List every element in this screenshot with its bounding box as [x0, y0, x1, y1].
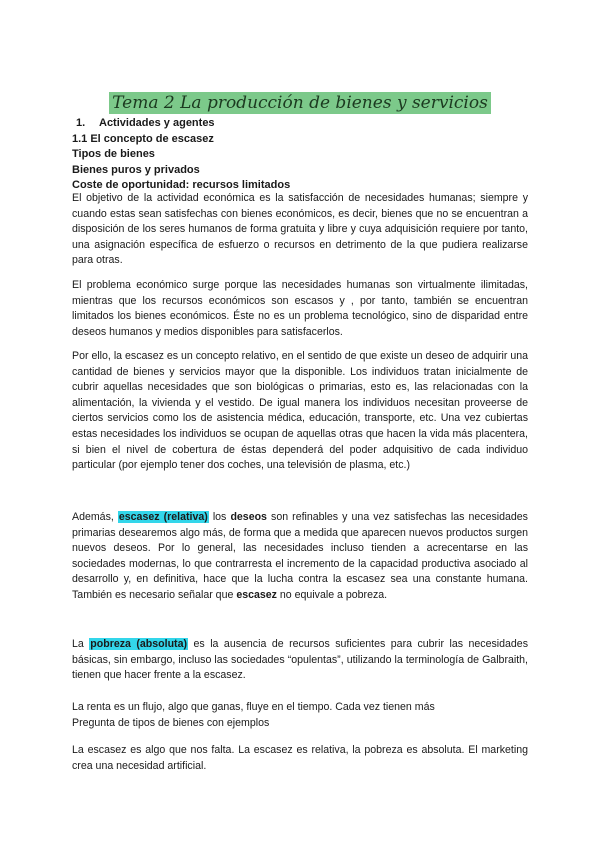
paragraph-objetivo: El objetivo de la actividad económica es la satisfacción de necesidades humanas; siempre y cuando estas sean satisfechas con bienes económicos, es decir, bienes que no se encuentran a disposición de los seres humanos de forma gratuita y libre y cuya adquisición requiere por tanto, una asignación específica de esfuerzo o recursos en detrimento de la que pudiera realizarse para otras. — [72, 192, 528, 267]
note-pregunta: Pregunta de tipos de bienes con ejemplos — [72, 716, 270, 729]
heading-1-1: 1.1 El concepto de escasez — [72, 132, 214, 145]
page-title: Tema 2 La producción de bienes y servicios — [109, 92, 491, 114]
paragraph-problema: El problema económico surge porque las necesidades humanas son virtualmente ilimitadas, mientras que los recursos económicos son escasos y , por tanto, también se encuentran limitados los bienes económicos. Éste no es un problema tecnológico, sino de disparidad entre deseos humanos y medios disponibles para satisfacerlos. — [72, 279, 528, 338]
title-block — [72, 92, 528, 114]
paragraph-renta — [72, 700, 528, 731]
highlight-pobreza-absoluta: pobreza (absoluta) — [90, 638, 188, 650]
heading-tipos: Tipos de bienes — [72, 148, 155, 160]
paragraph-por-ello: Por ello, la escasez es un concepto relativo, en el sentido de que existe un deseo de adquirir una cantidad de bienes y servicios mayor que la disponible. Los individuos tratan inicialmente de cubrir aquellas necesidades que son biológicas o primarias, esto es, las relacionadas con la alimentación, la vivienda y el vestido. De igual manera los individuos necesitan proveerse de ciertos servicios como los de asistencia médica, educación, transporte, etc. Una vez cubiertas estas necesidades los individuos se ocupan de aquellas otras que hacen la vida más placentera, si bien el nivel de cobertura de éstas dependerá del poder adquisitivo de cada individuo particular (por ejemplo tener dos coches, una televisión de plasma, etc.) — [72, 350, 528, 472]
keyword-escasez: escasez — [236, 588, 277, 601]
paragraph-ademas: Además, escasez (relativa) los deseos son refinables y una vez satisfechas las necesidades primarias desearemos algo más, de forma que a medida que aparecen nuevos productos surgen nuevos deseos. Por lo general, las necesidades incluso tienden a acrecentarse en las sociedades modernas, lo que contrarresta el incremento de la capacidad productiva asociado al desarrollo y, en definitiva, hace que la lucha contra la escasez sea una constante humana. También es necesario señalar que escasez no equivale a pobreza. — [72, 511, 528, 601]
section-headings — [72, 116, 290, 194]
heading-1: 1. Actividades y agentes — [76, 117, 215, 129]
paragraph-escasez-falta: La escasez es algo que nos falta. La escasez es relativa, la pobreza es absoluta. El marketing crea una necesidad artificial. — [72, 744, 528, 772]
highlight-escasez-relativa: escasez (relativa) — [118, 511, 208, 523]
heading-coste: Coste de oportunidad: recursos limitados — [72, 179, 291, 191]
paragraph-pobreza: La pobreza (absoluta) es la ausencia de recursos suficientes para cubrir las necesidades básicas, sin embargo, incluso las sociedades “opulentas”, utilizando la terminología de Galbraith, tienen que hacer frente a la escasez. — [72, 638, 528, 682]
heading-bienes-puros: Bienes puros y privados — [72, 163, 200, 176]
note-renta: La renta es un flujo, algo que ganas, fluye en el tiempo. Cada vez tienen más — [72, 701, 435, 713]
keyword-deseos: deseos — [230, 511, 267, 523]
